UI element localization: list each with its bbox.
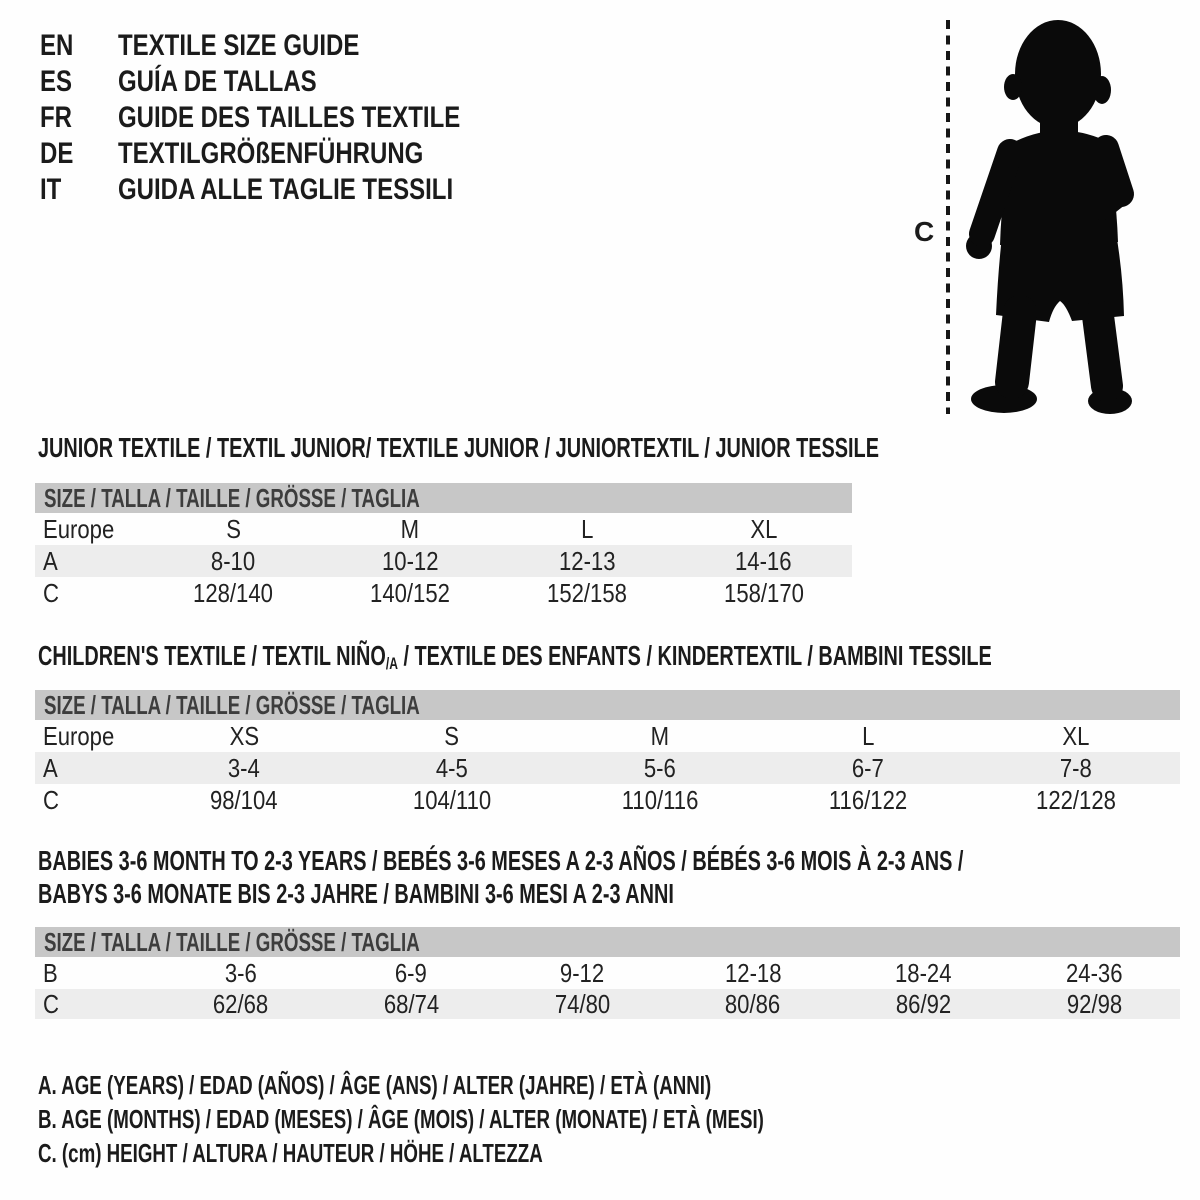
table-cell: 152/158 (546, 577, 627, 608)
table-cell: 116/122 (828, 784, 908, 815)
legend-line-c: C. (cm) HEIGHT / ALTURA / HAUTEUR / HÖHE / ALTEZZA (38, 1138, 543, 1168)
table-cell: 9-12 (559, 957, 605, 988)
junior-size-bar: SIZE / TALLA / TAILLE / GRÖSSE / TAGLIA (35, 483, 852, 513)
row-label: A (43, 545, 58, 576)
babies-section-heading-line1: BABIES 3-6 MONTH TO 2-3 YEARS / BEBÉS 3-6 MESES A 2-3 AÑOS / BÉBÉS 3-6 MOIS À 2-3 ANS / (38, 845, 964, 876)
junior-section-heading: JUNIOR TEXTILE / TEXTIL JUNIOR/ TEXTILE JUNIOR / JUNIORTEXTIL / JUNIOR TESSILE (38, 432, 879, 463)
table-cell: 12-13 (558, 545, 616, 576)
language-label: TEXTILGRÖßENFÜHRUNG (118, 137, 424, 170)
row-label: C (43, 989, 59, 1019)
table-cell: 14-16 (735, 545, 792, 576)
legend (38, 1068, 1046, 1170)
language-row-es (40, 64, 546, 100)
table-cell: 122/128 (1036, 784, 1116, 815)
junior-size-table (35, 483, 852, 609)
size-column-header: XS (229, 720, 259, 751)
size-column-header: M (400, 513, 420, 544)
babies-section-heading-line2: BABYS 3-6 MONATE BIS 2-3 JAHRE / BAMBINI 3-6 MESI A 2-3 ANNI (38, 878, 674, 909)
language-code: IT (40, 173, 62, 206)
children-row-a (35, 752, 1180, 784)
size-column-header: XL (750, 513, 778, 544)
table-cell: 80/86 (725, 989, 781, 1019)
children-header-row (35, 720, 1180, 752)
children-size-table (35, 690, 1180, 816)
language-row-en (40, 28, 546, 64)
size-column-header: L (861, 720, 875, 751)
table-cell: 62/68 (212, 989, 269, 1019)
babies-row-b (35, 957, 1180, 989)
table-cell: 92/98 (1066, 989, 1123, 1019)
language-label: GUIDA ALLE TAGLIE TESSILI (118, 173, 454, 206)
table-cell: 5-6 (644, 752, 676, 783)
table-cell: 128/140 (193, 577, 274, 608)
language-label: GUIDE DES TAILLES TEXTILE (118, 101, 461, 134)
row-label: Europe (43, 513, 115, 544)
language-code: FR (40, 101, 72, 134)
table-cell: 74/80 (554, 989, 610, 1019)
size-column-header: XL (1062, 720, 1090, 751)
children-section-heading: CHILDREN'S TEXTILE / TEXTIL NIÑO/A / TEXTILE DES ENFANTS / KINDERTEXTIL / BAMBINI TESSILE (38, 640, 992, 673)
children-row-c (35, 784, 1180, 816)
size-column-header: L (580, 513, 594, 544)
babies-size-table (35, 927, 1180, 1019)
babies-size-bar: SIZE / TALLA / TAILLE / GRÖSSE / TAGLIA (35, 927, 1180, 957)
language-label: GUÍA DE TALLAS (118, 65, 317, 98)
table-cell: 4-5 (436, 752, 468, 783)
legend-line-a: A. AGE (YEARS) / EDAD (AÑOS) / ÂGE (ANS) / ALTER (JAHRE) / ETÀ (ANNI) (38, 1070, 712, 1100)
language-row-de (40, 136, 546, 172)
table-cell: 3-4 (228, 752, 260, 783)
junior-header-row (35, 513, 852, 545)
table-cell: 86/92 (896, 989, 952, 1019)
language-label: TEXTILE SIZE GUIDE (118, 29, 360, 62)
row-label: A (43, 752, 58, 783)
table-cell: 18-24 (895, 957, 952, 988)
size-column-header: M (650, 720, 670, 751)
language-row-fr (40, 100, 546, 136)
heading-subscript: /A (385, 654, 398, 673)
table-cell: 6-9 (395, 957, 428, 988)
language-code: ES (40, 65, 73, 98)
babies-row-c (35, 989, 1180, 1019)
language-code: DE (40, 137, 74, 170)
language-list (40, 28, 546, 208)
table-cell: 104/110 (412, 784, 492, 815)
table-cell: 68/74 (383, 989, 439, 1019)
table-cell: 110/116 (621, 784, 699, 815)
row-label: B (43, 957, 58, 988)
table-cell: 158/170 (723, 577, 804, 608)
table-cell: 24-36 (1066, 957, 1123, 988)
size-column-header: S (444, 720, 460, 751)
table-cell: 7-8 (1060, 752, 1092, 783)
table-cell: 12-18 (724, 957, 782, 988)
row-label: Europe (43, 720, 115, 751)
table-cell: 3-6 (224, 957, 257, 988)
language-row-it (40, 172, 546, 208)
junior-row-a (35, 545, 852, 577)
height-measure-label: C (914, 216, 935, 247)
children-size-bar: SIZE / TALLA / TAILLE / GRÖSSE / TAGLIA (35, 690, 1180, 720)
table-cell: 8-10 (211, 545, 256, 576)
table-cell: 98/104 (210, 784, 278, 815)
legend-line-b: B. AGE (MONTHS) / EDAD (MESES) / ÂGE (MOIS) / ALTER (MONATE) / ETÀ (MESI) (38, 1104, 764, 1134)
size-column-header: S (226, 513, 241, 544)
junior-row-c (35, 577, 852, 609)
table-cell: 6-7 (852, 752, 884, 783)
table-cell: 140/152 (370, 577, 451, 608)
row-label: C (43, 784, 59, 815)
language-code: EN (40, 29, 74, 62)
row-label: C (43, 577, 59, 608)
toddler-silhouette (958, 16, 1138, 416)
table-cell: 10-12 (381, 545, 439, 576)
height-measure-dashed-line (944, 16, 952, 416)
